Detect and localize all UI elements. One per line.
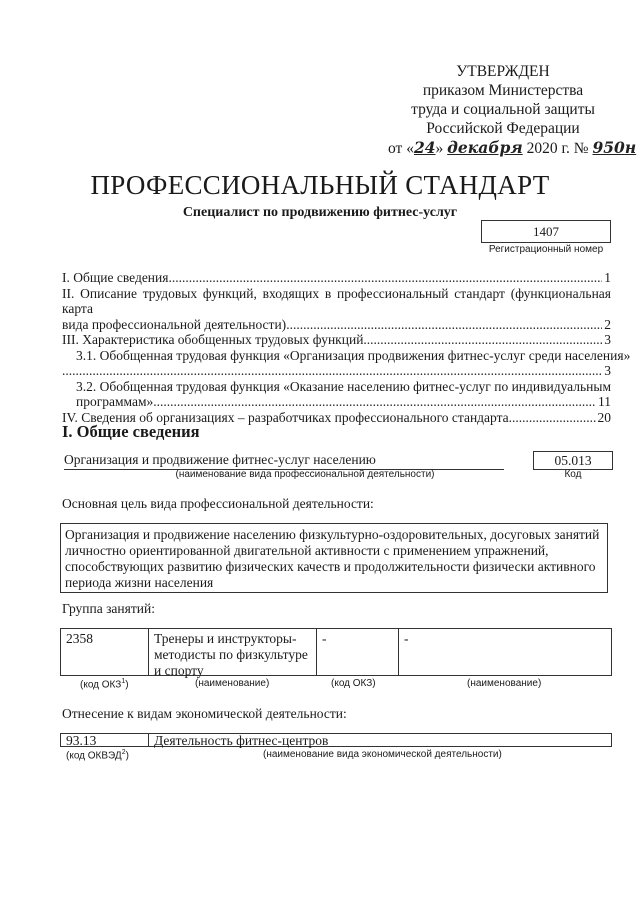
occupation-groups-table [60,628,612,676]
approval-line: труда и социальной защиты [411,101,595,118]
caption-text: (код ОКЗ [80,679,122,691]
approval-line: Российской Федерации [426,120,580,137]
okz-code-cell: 2358 [61,629,149,675]
toc-page-number: 20 [597,409,611,425]
occupation-name-caption: (наименование) [195,678,270,689]
okved-code-cell: 93.13 [61,734,149,746]
approval-block [388,62,637,158]
okved-code-caption [66,749,129,761]
activity-code-caption: Код [564,469,582,480]
goal-label: Основная цель вида профессиональной деятельности: [62,496,374,511]
approval-title: УТВЕРЖДЕН [456,63,550,80]
caption-text: ) [125,750,129,762]
toc-item-text: II. Описание трудовых функций, входящих в профессиональный стандарт (функциональная карта [62,285,611,316]
toc-page-number: 2 [604,316,611,332]
activity-name: Организация и продвижение фитнес-услуг населению [64,452,504,470]
toc-page-number: 3 [604,363,611,378]
toc-item-text-cont: программам» [76,394,154,409]
document-subtitle: Специалист по продвижению фитнес-услуг [182,205,458,220]
handwritten-month: декабря [447,138,523,157]
okved-name-caption: (наименование вида экономической деятельности) [263,749,502,760]
section-heading: I. Общие сведения [62,422,200,441]
toc-item[interactable] [62,379,611,410]
okved-name-cell: Деятельность фитнес-центров [154,733,329,748]
toc-item[interactable] [62,347,631,379]
toc-page-number: 11 [598,394,611,409]
document-title: ПРОФЕССИОНАЛЬНЫЙ СТАНДАРТ [90,170,550,200]
okz-code-caption [80,678,129,690]
toc-page-number: 3 [604,332,611,347]
occupation-name-caption: (наименование) [467,678,542,689]
footnote-mark: 1 [121,678,126,685]
toc-item-text: III. Характеристика обобщенных трудовых функций [62,332,364,347]
registration-number-label: Регистрационный номер [488,244,604,255]
activity-caption: (наименование вида профессиональной деятельности) [175,469,435,480]
okz-code-cell: - [317,629,399,675]
occupation-name-cell: - [404,631,409,646]
toc-item[interactable] [62,286,611,333]
caption-text: ) [125,679,129,691]
toc-page-number: 1 [604,270,611,285]
toc-item[interactable] [62,332,611,348]
handwritten-order-number: 950н [592,138,637,157]
toc-item-text: 3.2. Обобщенная трудовая функция «Оказание населению фитнес-услуг по индивидуальным [76,378,611,394]
activity-code-box: 05.013 [533,451,613,470]
econ-activity-label: Отнесение к видам экономической деятельности: [62,706,347,721]
footnote-mark: 2 [121,749,126,756]
toc-item-text-cont: вида профессиональной деятельности) [62,316,287,332]
table-of-contents [62,270,631,425]
toc-item[interactable] [62,270,611,286]
date-year: 2020 г. № [522,140,593,157]
occupation-name-cell: Тренеры и инструкторы-методисты по физкультуре и спорту [149,629,317,675]
date-prefix: от « [388,140,414,157]
registration-number-box: 1407 [481,220,611,243]
okz-code-caption: (код ОКЗ) [331,678,376,689]
approval-line: приказом Министерства [422,82,584,99]
toc-item-text: IV. Сведения об организациях – разработчиках профессионального стандарта [62,409,509,425]
caption-text: (код ОКВЭД [66,750,122,762]
approval-date-line [388,138,637,158]
handwritten-day: 24 [413,138,436,157]
okved-table [60,733,612,747]
goal-box: Организация и продвижение населению физкультурно-оздоровительных, досуговых занятий личностно ориентированной двигательной активности с применением упражнений, способствующих развитию физических качеств и продолжительности физически активного периода жизни населения [60,523,608,593]
toc-item-text: I. Общие сведения [62,270,169,285]
date-mid: » [435,140,448,157]
toc-item-text: 3.1. Обобщенная трудовая функция «Организация продвижения фитнес-услуг среди населения» [76,347,631,363]
groups-label: Группа занятий: [62,601,155,616]
